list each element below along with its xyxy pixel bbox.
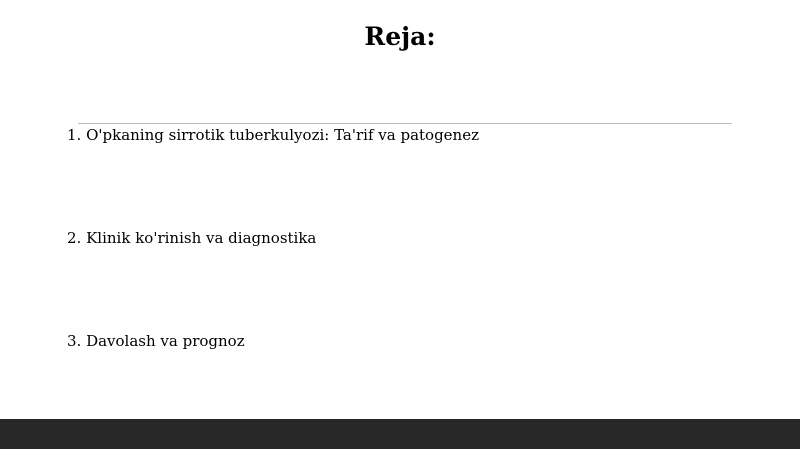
title-divider — [78, 123, 732, 124]
viewer-bottom-bar — [0, 419, 800, 449]
agenda-item-1: 1. O'pkaning sirrotik tuberkulyozi: Ta'rif va patogenez — [67, 126, 479, 144]
agenda-item-3: 3. Davolash va prognoz — [67, 332, 245, 350]
slide-title: Reja: — [364, 22, 436, 51]
agenda-item-2: 2. Klinik ko'rinish va diagnostika — [67, 229, 317, 247]
